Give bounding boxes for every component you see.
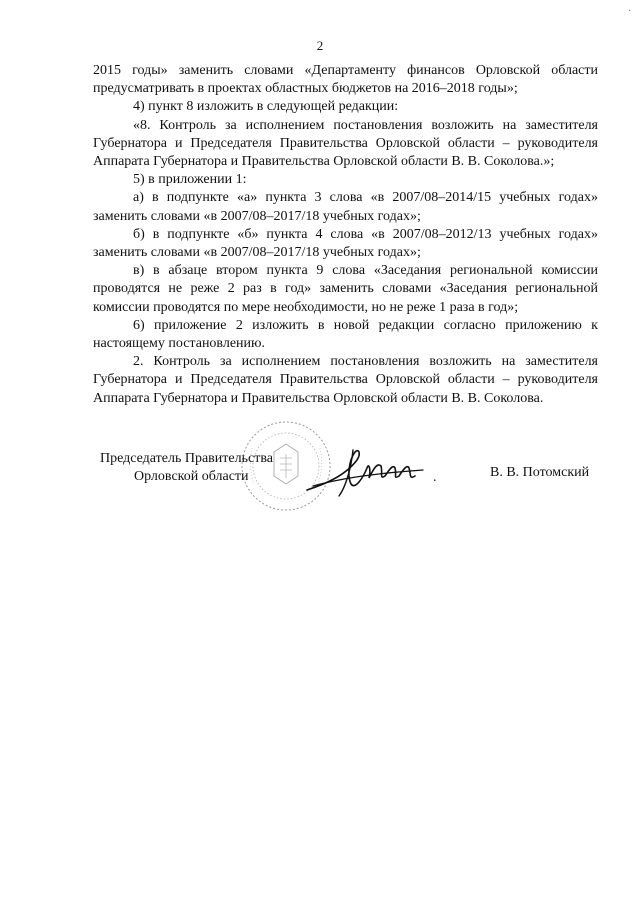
- paragraph-item-5: 5) в приложении 1:: [133, 172, 247, 188]
- paragraph-subitem-b: б) в подпункте «б» пункта 4 слова «в 2007/08–2012/13 учебных годах» заменить словами «в 2007/08–2017/18 учебных годах»;: [93, 226, 598, 261]
- corner-mark: ·: [628, 6, 632, 17]
- document-body: [93, 62, 598, 408]
- signatory-title-line2: Орловской области: [134, 469, 249, 484]
- paragraph-item-6: 6) приложение 2 изложить в новой редакции согласно приложению к настоящему постановлению.: [93, 317, 598, 352]
- paragraph-point-2: 2. Контроль за исполнением постановления возложить на заместителя Губернатора и Председателя Правительства Орловской области – руководителя Аппарата Губернатора и Правительства Орловской области В. В. Соколова.: [93, 354, 598, 406]
- paragraph-subitem-v: в) в абзаце втором пункта 9 слова «Заседания региональной комиссии проводятся не реже 2 раз в год» заменить словами «Заседания региональной комиссии проводятся по мере необходимости, но не реже 1 раза в год»;: [93, 263, 598, 315]
- signatory-name: В. В. Потомский: [490, 465, 590, 480]
- handwritten-signature: [305, 440, 435, 500]
- paragraph-item-4: 4) пункт 8 изложить в следующей редакции:: [133, 99, 399, 115]
- signatory-title: [100, 450, 273, 486]
- signatory-title-line1: Председатель Правительства: [100, 451, 273, 466]
- signature-dot: .: [433, 470, 437, 485]
- paragraph-quote-8: «8. Контроль за исполнением постановления возложить на заместителя Губернатора и Председателя Правительства Орловской области – руководителя Аппарата Губернатора и Правительства Орловской области В. В. Соколова.»;: [93, 117, 598, 170]
- paragraph-continuation: 2015 годы» заменить словами «Департаменту финансов Орловской области предусматривать в проектах областных бюджетов на 2016–2018 годы»;: [93, 63, 598, 97]
- page-number: 2: [316, 38, 324, 53]
- paragraph-subitem-a: а) в подпункте «а» пункта 3 слова «в 2007/08–2014/15 учебных годах» заменить словами «в 2007/08–2017/18 учебных годах»;: [93, 190, 598, 224]
